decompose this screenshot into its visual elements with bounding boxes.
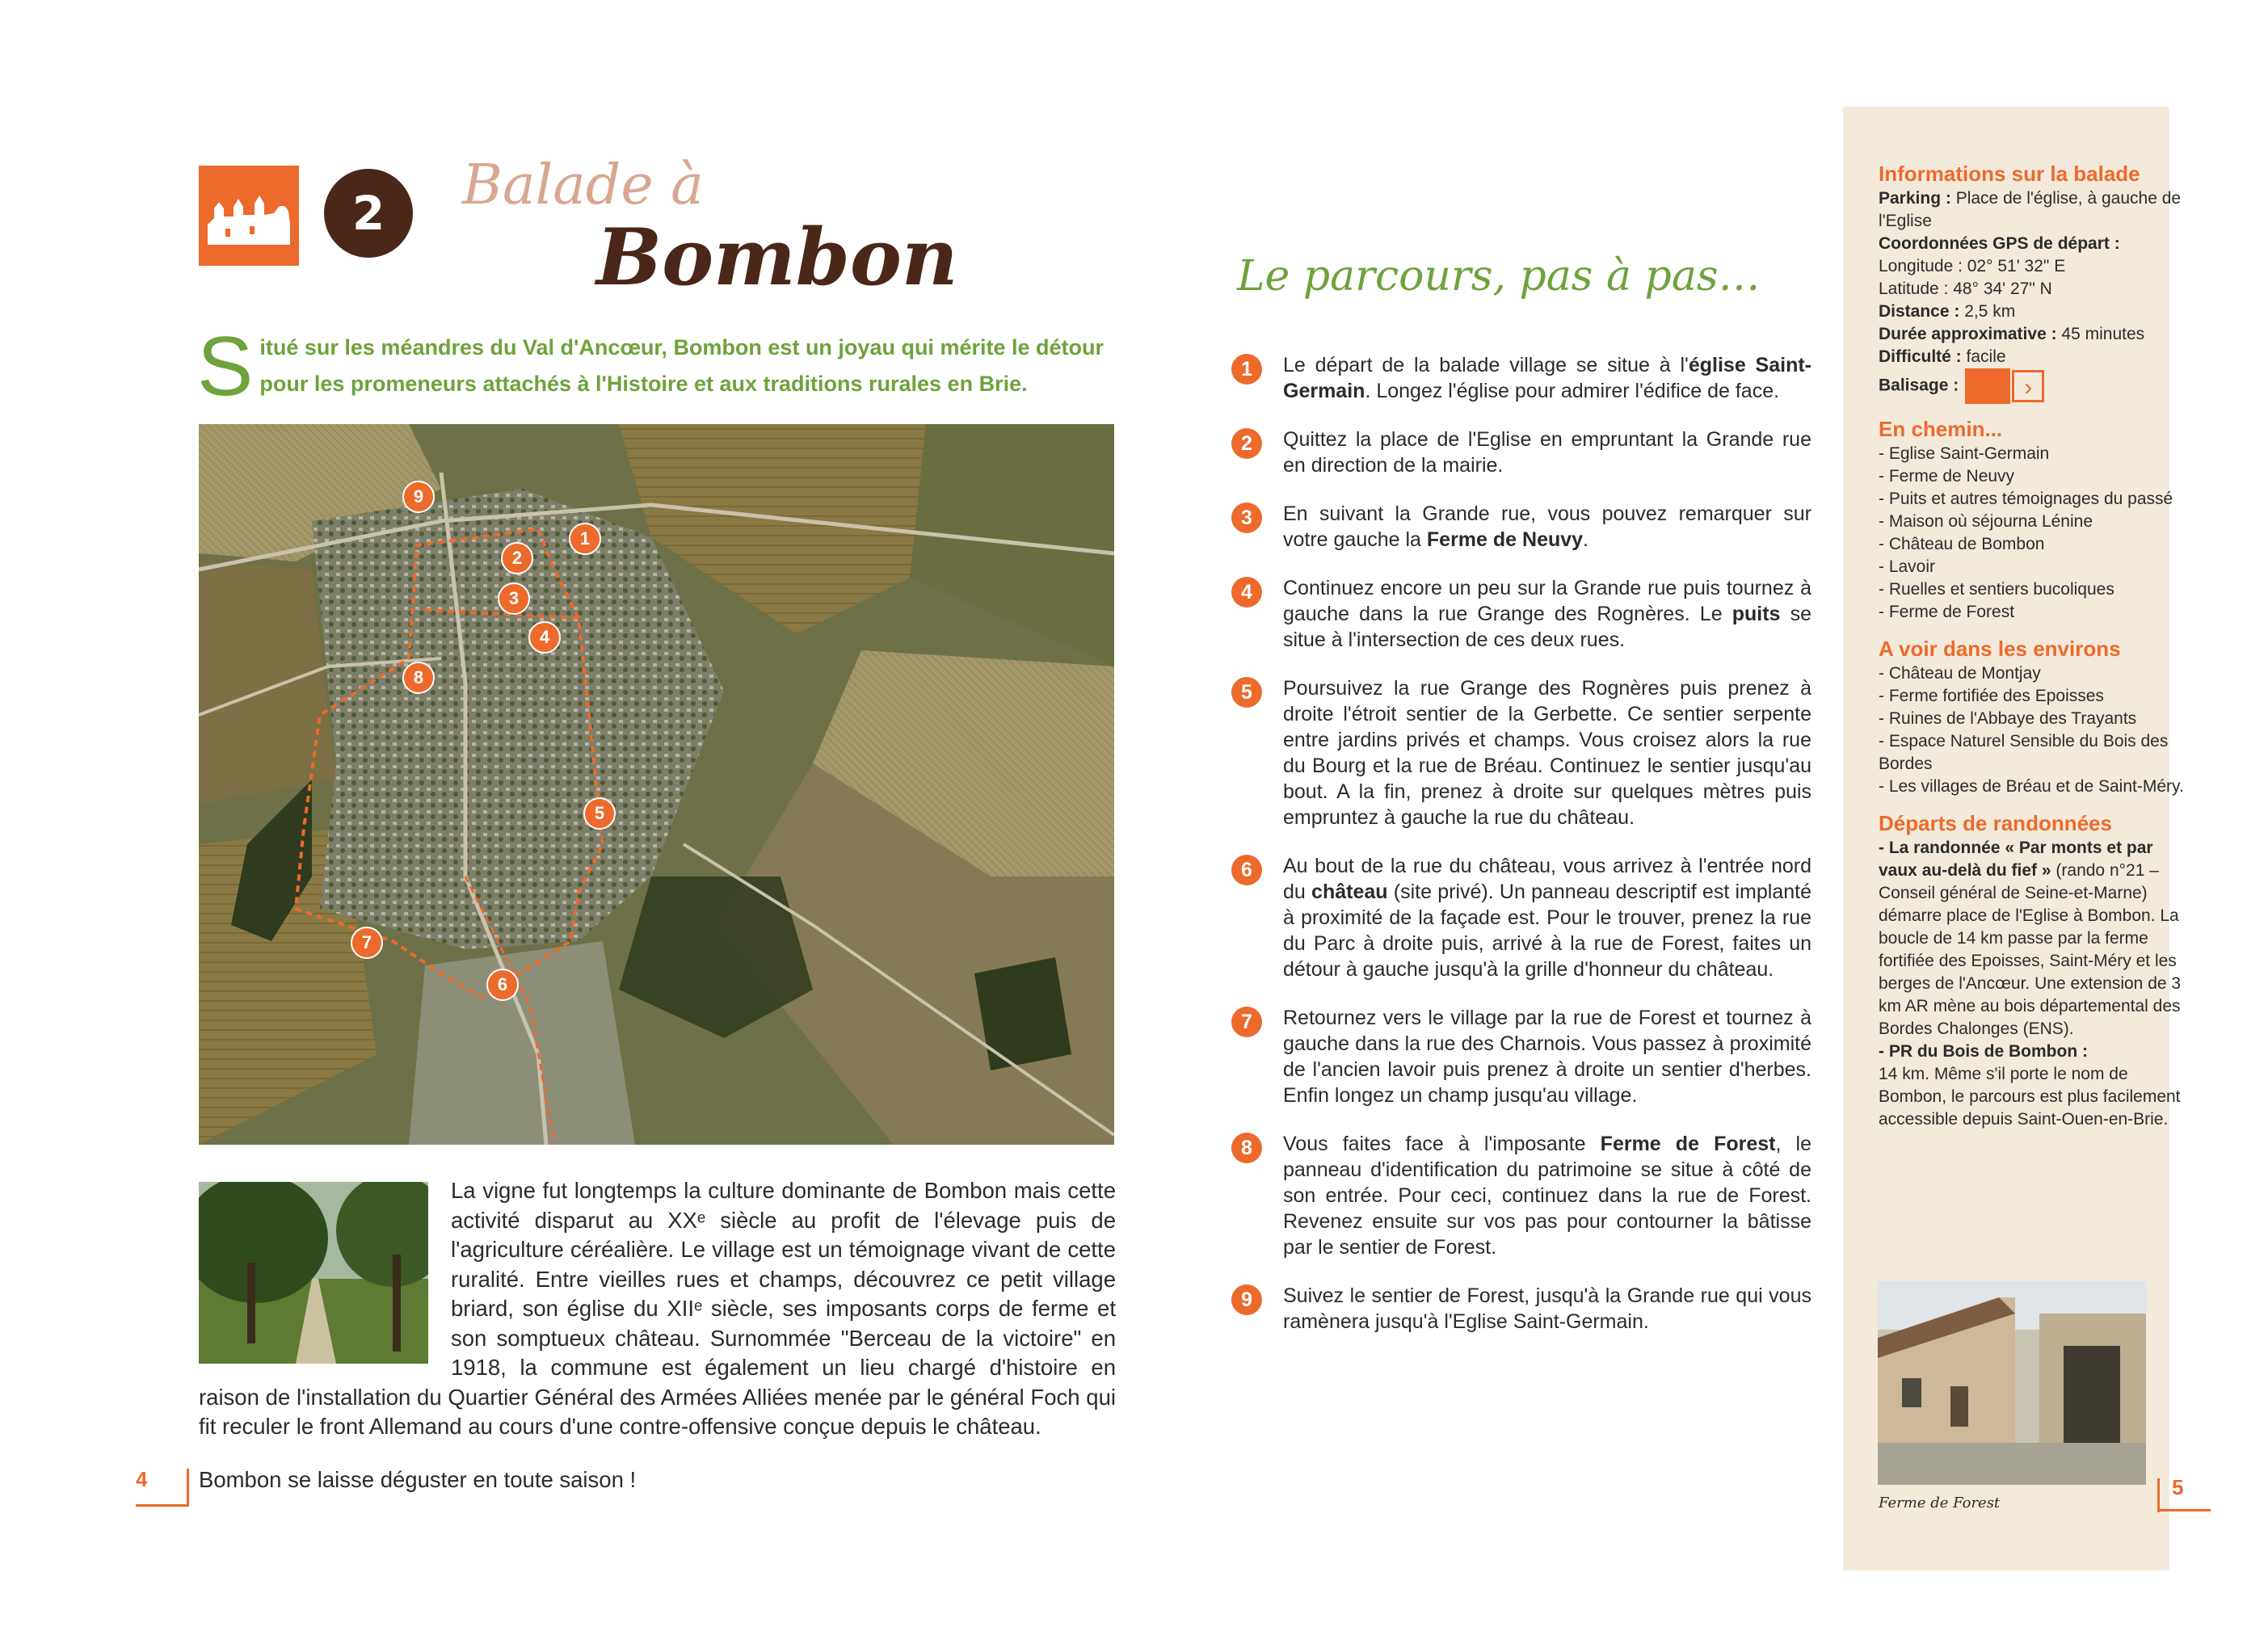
walk-number-badge: 2 <box>324 169 413 258</box>
step-9 <box>1228 1283 1811 1335</box>
en-chemin-item: - Ruelles et sentiers bucoliques <box>1879 580 2114 599</box>
step-text: Vous faites face à l'imposante Ferme de Forest, le panneau d'identification du patrimoine se situe à côté de son entrée. Pour ceci, continuez dans la rue de Forest. Revenez ensuite sur vos pas pour contourner la bâtisse par le sentier de Forest. <box>1283 1133 1811 1259</box>
step-number-badge: 8 <box>1231 1133 1262 1163</box>
step-text: Au bout de la rue du château, vous arrivez à l'entrée nord du château (site privé). Un panneau descriptif est implanté à proximité de la façade est. Pour le trouver, prenez la rue du Parc à droite puis, arrivé à la rue de Forest, faites un détour à gauche jusqu'à la grille d'honneur du château. <box>1283 855 1811 981</box>
map-marker-7: 7 <box>351 927 383 959</box>
en-chemin-list <box>1879 443 2186 624</box>
intro-body: itué sur les méandres du Val d'Ancœur, Bombon est un joyau qui mérite le détour pour les promeneurs attachés à l'Histoire et aux traditions rurales en Brie. <box>259 335 1104 396</box>
body-paragraph <box>199 1176 1116 1442</box>
castle-logo-icon <box>199 166 299 266</box>
photo-caption: Ferme de Forest <box>1879 1495 2001 1511</box>
map-marker-9: 9 <box>402 481 435 513</box>
step-number-badge: 2 <box>1231 428 1262 459</box>
step-number-badge: 9 <box>1231 1284 1262 1315</box>
parking-label: Parking : <box>1879 189 1951 208</box>
ferme-de-forest-photo <box>1878 1281 2146 1485</box>
page-number-left: 4 <box>136 1467 148 1491</box>
page-marker-vline <box>187 1469 189 1506</box>
step-text: Suivez le sentier de Forest, jusqu'à la Grande rue qui vous ramènera jusqu'à l'Eglise Saint-Germain. <box>1283 1284 1811 1333</box>
step-5 <box>1228 675 1811 830</box>
step-1 <box>1228 352 1811 404</box>
map-marker-2: 2 <box>501 542 533 574</box>
step-number-badge: 7 <box>1231 1007 1262 1037</box>
title-line-2: Bombon <box>596 212 958 303</box>
step-8 <box>1228 1131 1811 1260</box>
step-text: En suivant la Grande rue, vous pouvez remarquer sur votre gauche la Ferme de Neuvy. <box>1283 502 1811 551</box>
intro-dropcap: S <box>197 320 254 414</box>
body-last-line: Bombon se laisse déguster en toute saison ! <box>199 1467 637 1492</box>
balisage-label: Balisage : <box>1879 376 1959 395</box>
page-marker-vline-right <box>2157 1478 2160 1512</box>
duree-value: 45 minutes <box>2061 325 2145 343</box>
en-chemin-item: - Château de Bombon <box>1879 535 2045 553</box>
step-7 <box>1228 1005 1811 1108</box>
rando1-name: - La randonnée « Par monts et par vaux au-delà du fief » <box>1879 839 2153 880</box>
step-text: Quittez la place de l'Eglise en empruntant la Grande rue en direction de la mairie. <box>1283 428 1811 477</box>
map-marker-4: 4 <box>528 621 561 654</box>
step-text: Continuez encore un peu sur la Grande rue puis tournez à gauche dans la rue Grange des Rognères. Le puits se situe à l'intersection de ces deux rues. <box>1283 577 1811 651</box>
page-marker-line <box>136 1504 189 1507</box>
step-number-badge: 6 <box>1231 855 1262 885</box>
page-marker-line-right <box>2157 1509 2211 1511</box>
step-text: Retournez vers le village par la rue de Forest et tournez à gauche dans la rue des Charnois. Vous passez à proximité de l'ancien lavoir puis prenez à droite un sentier d'herbes. Enfin longez un champ jusqu'au village. <box>1283 1007 1811 1107</box>
environs-item: - Château de Montjay <box>1879 664 2041 683</box>
steps-list <box>1228 352 1811 1335</box>
step-number-badge: 4 <box>1231 577 1262 607</box>
aerial-map <box>199 424 1114 1145</box>
body-paragraph-text: La vigne fut longtemps la culture dominante de Bombon mais cette activité disparut au XXᵉ siècle au profit de l'élevage puis de l'agriculture céréalière. Le village est un témoignage vivant de cette ruralité. Entre vieilles rues et champs, découvrez ce petit village briard, son église du XIIᵉ siècle, ses imposants corps de ferme et son somptueux château. Surnommée "Berceau de la victoire" en 1918, la commune est également un lieu chargé d'histoire en raison de l'installation du Quartier Général des Armées Alliées menée par le général Foch qui fit reculer le front Allemand au cours d'une contre-offensive conçue depuis le château. <box>199 1178 1116 1439</box>
difficulte-value: facile <box>1966 347 2006 366</box>
rando2-text: 14 km. Même s'il porte le nom de Bombon, le parcours est plus facilement accessible depuis Saint-Ouen-en-Brie. <box>1879 1065 2181 1129</box>
rando1-text: (rando n°21 – Conseil général de Seine-et-Marne) démarre place de l'Eglise à Bombon. La boucle de 14 km passe par la ferme fortifiée des Epoisses, Saint-Méry et les berges de l'Ancœur. Une extension de 3 km AR mène au bois départemental des Bordes Chalonges (ENS). <box>1879 861 2182 1038</box>
distance-label: Distance : <box>1879 302 1960 321</box>
step-number-badge: 1 <box>1231 354 1262 385</box>
difficulte-label: Difficulté : <box>1879 347 1962 366</box>
longitude: Longitude : 02° 51' 32" E <box>1879 257 2066 275</box>
latitude: Latitude : 48° 34' 27" N <box>1879 280 2052 298</box>
step-4 <box>1228 575 1811 653</box>
step-text: Le départ de la balade village se situe à l'église Saint-Germain. Longez l'église pour admirer l'édifice de face. <box>1283 354 1811 402</box>
en-chemin-item: - Eglise Saint-Germain <box>1879 444 2050 463</box>
parcours-title: Le parcours, pas à pas… <box>1237 252 1761 301</box>
environs-list <box>1879 662 2186 798</box>
en-chemin-item: - Ferme de Neuvy <box>1879 467 2015 486</box>
map-marker-6: 6 <box>486 969 519 1001</box>
en-chemin-item: - Ferme de Forest <box>1879 603 2015 621</box>
map-marker-8: 8 <box>402 662 435 694</box>
step-6 <box>1228 853 1811 982</box>
intro-text <box>197 320 1114 414</box>
duree-label: Durée approximative : <box>1879 325 2057 343</box>
en-chemin-item: - Lavoir <box>1879 557 1936 576</box>
map-marker-1: 1 <box>569 523 601 555</box>
parking-value: Place de l'église, à gauche de l'Eglise <box>1879 189 2182 230</box>
chevron-right-icon: › <box>2012 370 2044 402</box>
title-line-1: Balade à <box>462 153 704 217</box>
step-3 <box>1228 501 1811 553</box>
rando2-name: - PR du Bois de Bombon : <box>1879 1042 2088 1061</box>
step-number-badge: 5 <box>1231 677 1262 708</box>
environs-title: A voir dans les environs <box>1879 637 2121 661</box>
map-marker-5: 5 <box>583 797 616 830</box>
en-chemin-item: - Puits et autres témoignages du passé <box>1879 490 2173 508</box>
sidebar-content <box>1879 160 2186 1131</box>
en-chemin-title: En chemin... <box>1879 417 2003 441</box>
departs-title: Départs de randonnées <box>1879 811 2112 835</box>
page-number-right: 5 <box>2172 1475 2184 1499</box>
distance-value: 2,5 km <box>1964 302 2016 321</box>
step-text: Poursuivez la rue Grange des Rognères puis prenez à droite l'étroit sentier de la Gerbette. Ce sentier serpente entre jardins privés et champs. Vous croisez alors la rue du Bourg et la rue de Bréau. Continuez le sentier jusqu'au bout. A la fin, prenez à droite sur quelques mètres puis empruntez à gauche la rue du château. <box>1283 677 1811 829</box>
environs-item: - Espace Naturel Sensible du Bois des Bordes <box>1879 732 2169 773</box>
info-title: Informations sur la balade <box>1879 162 2140 186</box>
balisage-castle-icon <box>1965 368 2010 404</box>
gps-label: Coordonnées GPS de départ : <box>1879 234 2120 253</box>
step-number-badge: 3 <box>1231 502 1262 533</box>
step-2 <box>1228 427 1811 478</box>
map-marker-3: 3 <box>498 582 530 615</box>
environs-item: - Ruines de l'Abbaye des Trayants <box>1879 709 2137 728</box>
en-chemin-item: - Maison où séjourna Lénine <box>1879 512 2093 531</box>
environs-item: - Ferme fortifiée des Epoisses <box>1879 687 2104 705</box>
environs-item: - Les villages de Bréau et de Saint-Méry. <box>1879 777 2184 796</box>
